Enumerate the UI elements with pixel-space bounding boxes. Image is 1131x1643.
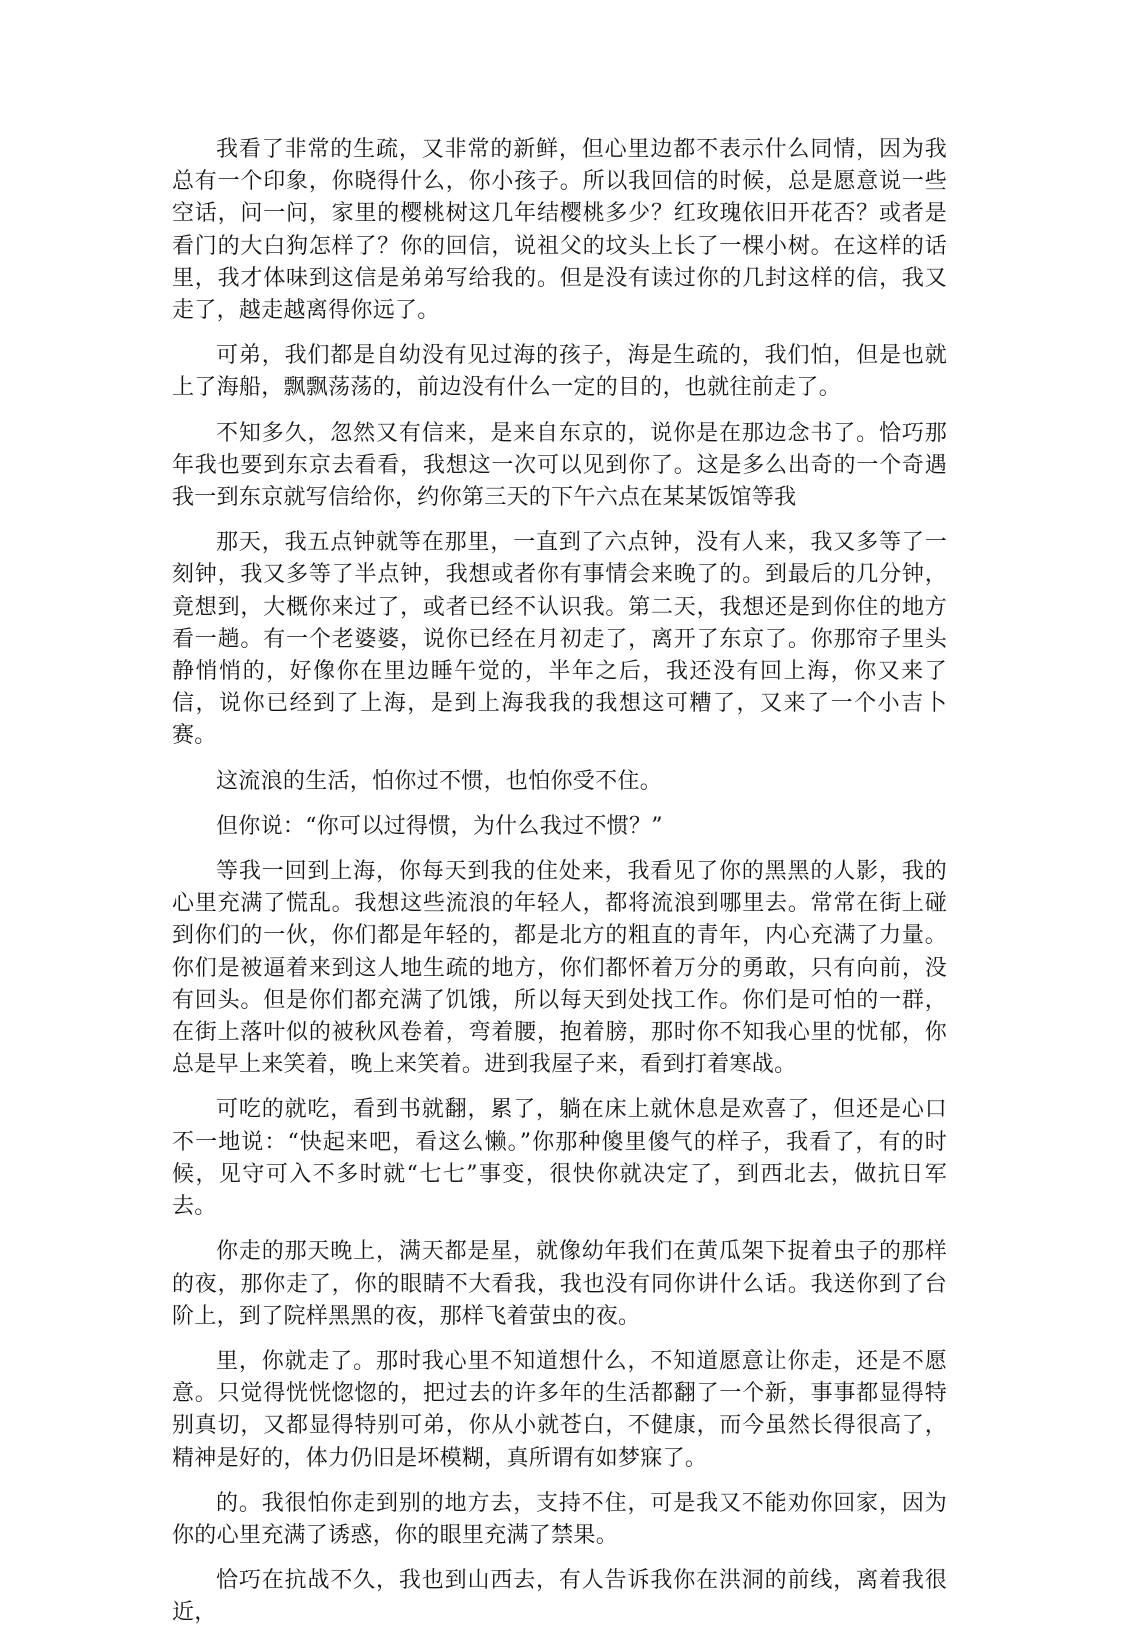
paragraph: 恰巧在抗战不久，我也到山西去，有人告诉我你在洪洞的前线，离着我很近， [172,1568,947,1626]
paragraph: 不知多久，忽然又有信来，是来自东京的，说你是在那边念书了。恰巧那年我也要到东京去看看，我想这一次可以见到你了。这是多么出奇的一个奇遇我一到东京就写信给你，约你第三天的下午六点在某某饭馆等我 [172,420,947,511]
essay-body [172,134,947,1643]
paragraph: 那天，我五点钟就等在那里，一直到了六点钟，没有人来，我又多等了一刻钟，我又多等了半点钟，我想或者你有事情会来晚了的。到最后的几分钟，竟想到，大概你来过了，或者已经不认识我。第二天，我想还是到你住的地方看一趟。有一个老婆婆，说你已经在月初走了，离开了东京了。你那帘子里头静悄悄的，好像你在里边睡午觉的，半年之后，我还没有回上海，你又来了信，说你已经到了上海，是到上海我我的我想这可糟了，又来了一个小吉卜赛。 [172,530,947,749]
paragraph: 但你说：“你可以过得惯，为什么我过不惯？” [216,813,663,839]
paragraph: 你走的那天晚上，满天都是星，就像幼年我们在黄瓜架下捉着虫子的那样的夜，那你走了，你的眼睛不大看我，我也没有同你讲什么话。我送你到了台阶上，到了院样黑黑的夜，那样飞着萤虫的夜。 [172,1239,947,1329]
paragraph: 可弟，我们都是自幼没有见过海的孩子，海是生疏的，我们怕，但是也就上了海船，飘飘荡荡的，前边没有什么一定的目的，也就往前走了。 [172,343,947,401]
paragraph: 我看了非常的生疏，又非常的新鲜，但心里边都不表示什么同情，因为我总有一个印象，你晓得什么，你小孩子。所以我回信的时候，总是愿意说一些空话，问一问，家里的樱桃树这几年结樱桃多少？红玫瑰依旧开花否？或者是看门的大白狗怎样了？你的回信，说祖父的坟头上长了一棵小树。在这样的话里，我才体味到这信是弟弟写给我的。但是没有读过你的几封这样的信，我又走了，越走越离得你远了。 [172,137,947,324]
paragraph: 的。我很怕你走到别的地方去，支持不住，可是我又不能劝你回家，因为你的心里充满了诱惑，你的眼里充满了禁果。 [172,1490,947,1548]
paragraph: 里，你就走了。那时我心里不知道想什么，不知道愿意让你走，还是不愿意。只觉得恍恍惚惚的，把过去的许多年的生活都翻了一个新，事事都显得特别真切，又都显得特别可弟，你从小就苍白，不健康，而今虽然长得很高了，精神是好的，体力仍旧是坏模糊，真所谓有如梦寐了。 [172,1348,947,1471]
paragraph: 等我一回到上海，你每天到我的住处来，我看见了你的黑黑的人影，我的心里充满了慌乱。我想这些流浪的年轻人，都将流浪到哪里去。常常在街上碰到你们的一伙，你们都是年轻的，都是北方的粗直的青年，内心充满了力量。你们是被逼着来到这人地生疏的地方，你们都怀着万分的勇敢，只有向前，没有回头。但是你们都充满了饥饿，所以每天到处找工作。你们是可怕的一群，在街上落叶似的被秋风卷着，弯着腰，抱着膀，那时你不知我心里的忧郁，你总是早上来笑着，晚上来笑着。进到我屋子来，看到打着寒战。 [172,859,947,1078]
paragraph: 可吃的就吃，看到书就翻，累了，躺在床上就休息是欢喜了，但还是心口不一地说：“快起来吧，看这么懒。”你那种傻里傻气的样子，我看了，有的时候，见守可入不多时就“七七”事变，很快你就决定了，到西北去，做抗日军去。 [172,1097,947,1220]
paragraph: 这流浪的生活，怕你过不惯，也怕你受不住。 [216,768,663,794]
